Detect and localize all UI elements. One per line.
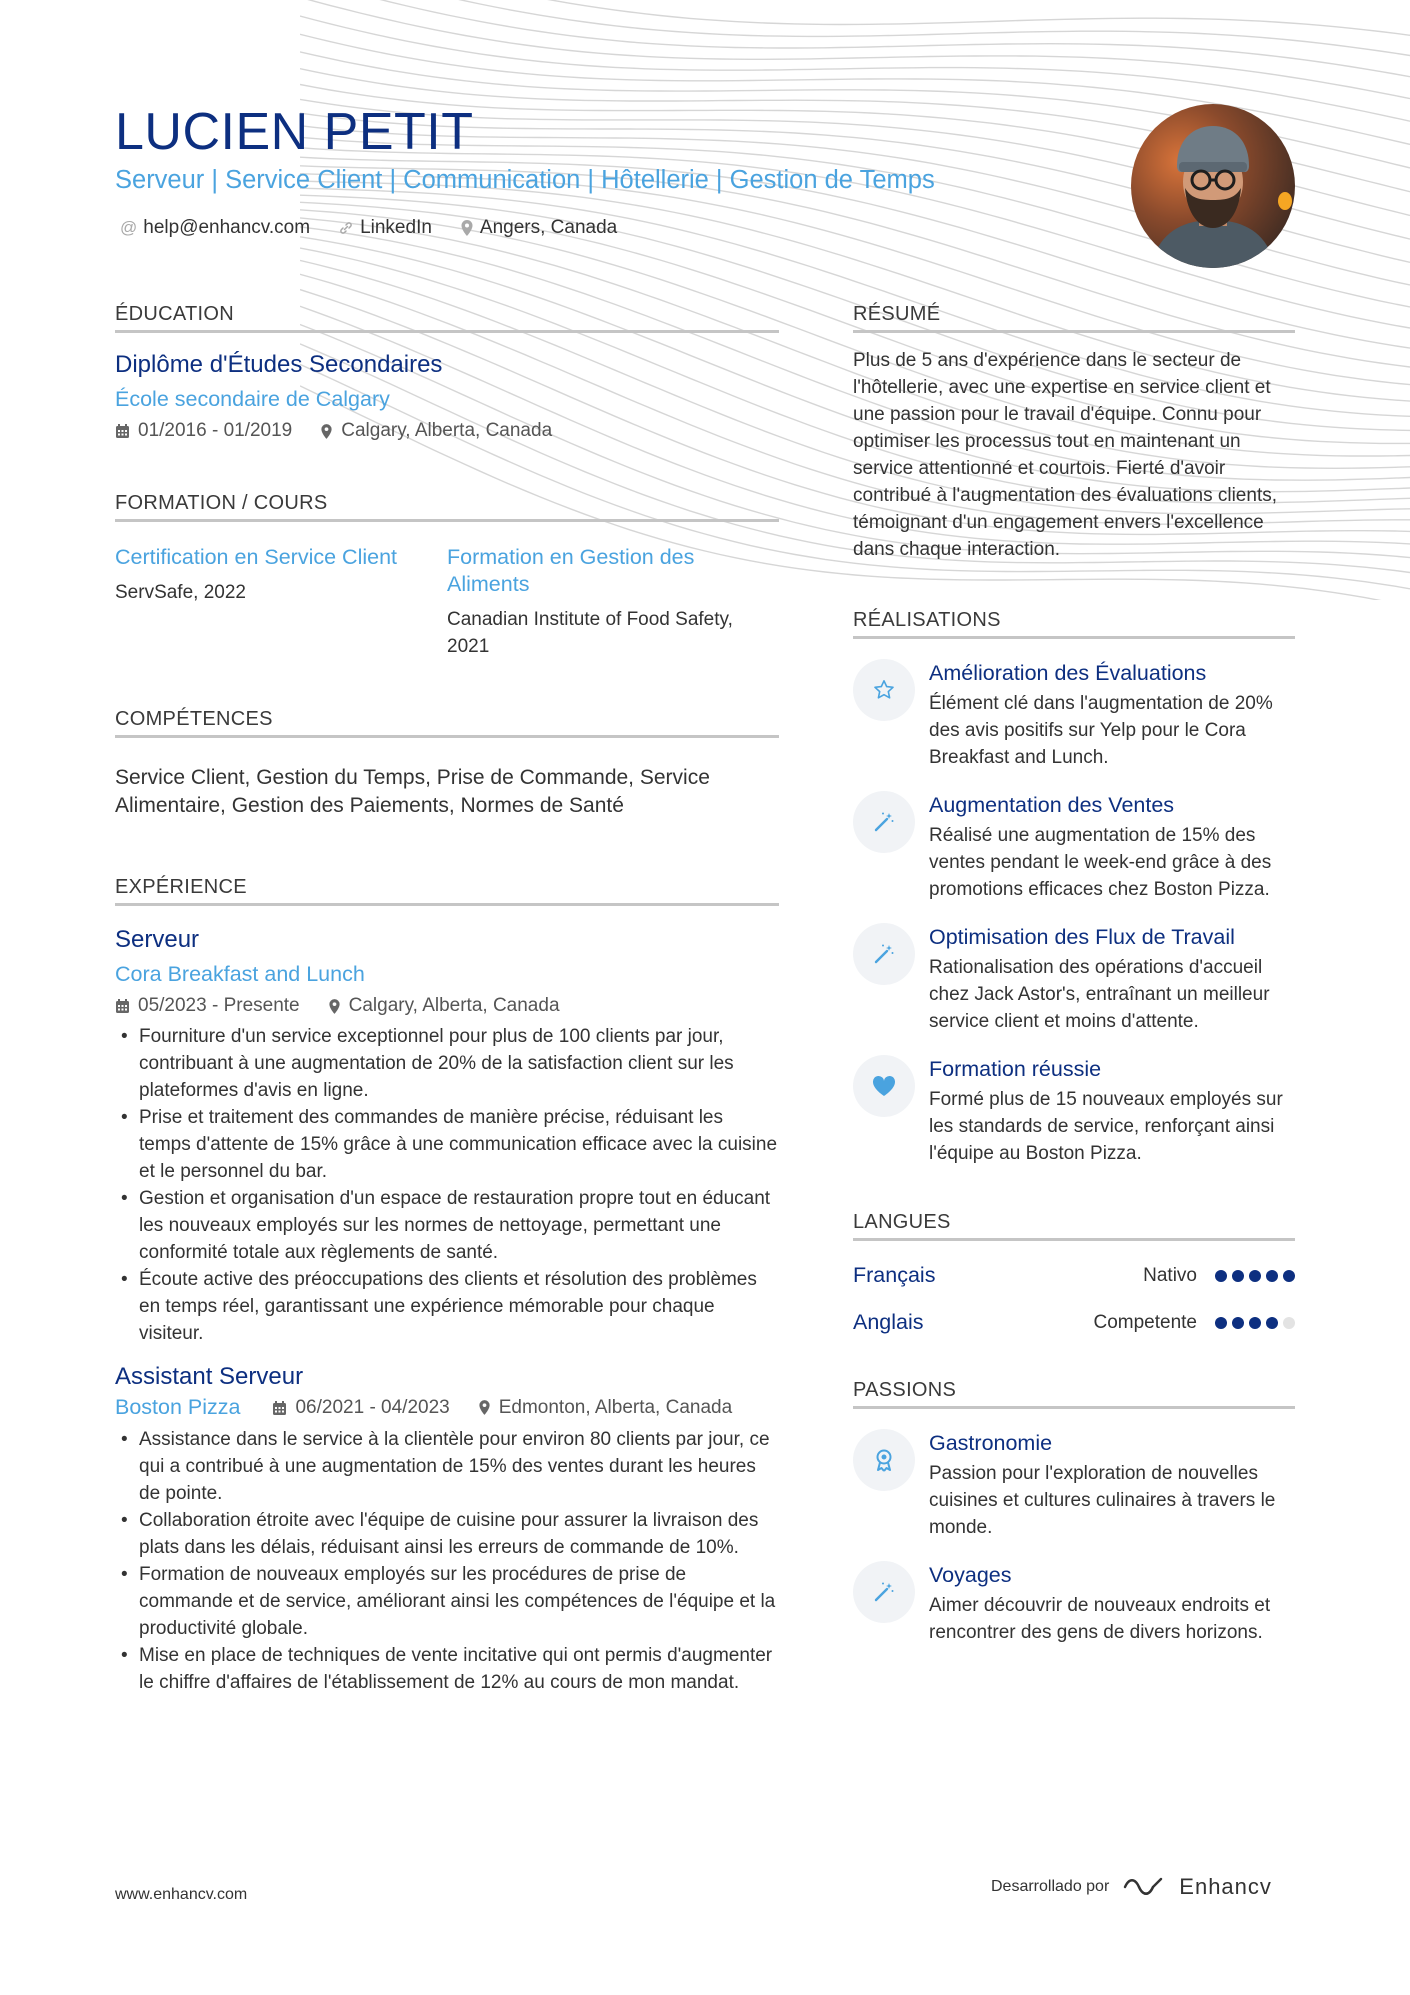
rating-dot [1266,1317,1278,1329]
magic-wand-icon [853,923,915,985]
language-item [853,1310,1295,1335]
calendar-icon [115,998,130,1014]
bullet-item: • Fourniture d'un service exceptionnel pour plus de 100 clients par jour, contribuant à une augmentation de 20% de la satisfaction client sur les plateformes d'avis en ligne. [115,1023,779,1104]
section-title-education: ÉDUCATION [115,303,779,333]
award-icon [853,1429,915,1491]
job-meta [115,995,779,1017]
linkedin-text: LinkedIn [360,217,432,238]
magic-wand-icon [853,1561,915,1623]
passion-item [853,1429,1295,1541]
candidate-name: LUCIEN PETIT [115,103,474,161]
star-icon [853,659,915,721]
job-dates: 06/2021 - 04/2023 [295,1396,450,1418]
education-meta [115,420,779,442]
passion-title: Gastronomie [929,1431,1053,1455]
rating-dot [1249,1270,1261,1282]
achievement-item [853,791,1295,903]
school-name: École secondaire de Calgary [115,387,390,411]
achievement-title: Optimisation des Flux de Travail [929,925,1235,949]
profile-photo [1131,104,1295,268]
passion-item [853,1561,1295,1646]
section-title-summary: RÉSUMÉ [853,303,1295,333]
course-item [115,544,447,660]
section-title-skills: COMPÉTENCES [115,708,779,738]
language-level: Nativo [1143,1264,1197,1286]
section-title-experience: EXPÉRIENCE [115,876,779,906]
magic-wand-icon [853,791,915,853]
footer-branding [991,1874,1272,1900]
rating-dot [1232,1317,1244,1329]
brand-name: Enhancv [1179,1874,1272,1899]
language-item [853,1263,1295,1288]
location-text: Angers, Canada [479,217,618,238]
education-dates: 01/2016 - 01/2019 [138,420,293,441]
passion-desc: Aimer découvrir de nouveaux endroits et rencontrer des gens de divers horizons. [929,1595,1271,1643]
rating-dot [1283,1270,1295,1282]
job-location: Edmonton, Alberta, Canada [498,1396,733,1418]
heart-icon [853,1055,915,1117]
rating-dot [1249,1317,1261,1329]
job-meta [272,1397,732,1419]
rating-dot [1283,1317,1295,1329]
rating-dot [1215,1317,1227,1329]
job-company-row [115,1395,779,1420]
right-column [853,303,1295,1646]
email-text: help@enhancv.com [143,217,311,238]
company-name: Cora Breakfast and Lunch [115,962,365,986]
rating-dot [1266,1270,1278,1282]
bullet-item: • Formation de nouveaux employés sur les procédures de prise de commande et de service, améliorant ainsi les compétences de l'équipe et la productivité globale. [115,1561,779,1642]
achievement-title: Formation réussie [929,1057,1102,1081]
achievements-section [853,609,1295,1167]
achievement-desc: Élément clé dans l'augmentation de 20% des avis positifs sur Yelp pour le Cora Breakfast and Lunch. [929,693,1273,768]
achievement-desc: Rationalisation des opérations d'accueil chez Jack Astor's, entraînant un meilleur service client et moins d'attente. [929,957,1270,1032]
company-name: Boston Pizza [115,1395,241,1419]
languages-section [853,1211,1295,1335]
bullet-item: • Gestion et organisation d'un espace de restauration propre tout en éducant les nouveaux employés sur les normes de nettoyage, permettant une conformité totale aux règlements de santé. [115,1185,779,1266]
bullet-item: • Assistance dans le service à la clientèle pour environ 80 clients par jour, ce qui a contribué à une augmentation de 15% des ventes durant les heures de pointe. [115,1426,779,1507]
section-title-languages: LANGUES [853,1211,1295,1241]
section-title-courses: FORMATION / COURS [115,492,779,522]
section-title-achievements: RÉALISATIONS [853,609,1295,639]
summary-text: Plus de 5 ans d'expérience dans le secteur de l'hôtellerie, avec une expertise en service client et une passion pour le travail d'équipe. Connu pour optimiser les processus tout en maintenant un service attentionné et courtois. Fierté d'avoir contribué à l'augmentation des évaluations clients, témoignant d'un engagement envers l'excellence dans chaque interaction. [853,350,1278,560]
language-level: Competente [1093,1311,1197,1333]
experience-section [115,876,779,1696]
course-org: Canadian Institute of Food Safety, 2021 [447,609,733,657]
powered-by-text: Desarrollado por [991,1878,1110,1895]
achievement-item [853,923,1295,1035]
contact-email[interactable] [120,217,310,239]
job-title: Assistant Serveur [115,1363,304,1390]
passions-section [853,1379,1295,1646]
photo-accent-dot [1278,192,1292,210]
course-item [447,544,779,660]
map-pin-icon [328,998,341,1015]
job-bullets [115,1426,779,1696]
passion-title: Voyages [929,1563,1012,1587]
passion-desc: Passion pour l'exploration de nouvelles cuisines et cultures culinaires à travers le monde. [929,1463,1276,1538]
job-bullets [115,1023,779,1347]
bullet-item: • Écoute active des préoccupations des clients et résolution des problèmes en temps réel, garantissant une expérience mémorable pour chaque visiteur. [115,1266,779,1347]
language-rating [1215,1270,1295,1282]
map-pin-icon [460,219,474,237]
achievement-desc: Formé plus de 15 nouveaux employés sur les standards de service, renforçant ainsi l'équipe au Boston Pizza. [929,1089,1283,1164]
bullet-item: • Prise et traitement des commandes de manière précise, réduisant les temps d'attente de 15% grâce à une communication efficace avec la cuisine et le personnel du bar. [115,1104,779,1185]
degree-title: Diplôme d'Études Secondaires [115,351,443,378]
skills-list: Service Client, Gestion du Temps, Prise de Commande, Service Alimentaire, Gestion des Paiements, Normes de Santé [115,766,710,817]
calendar-icon [272,1400,287,1416]
job-title: Serveur [115,926,200,953]
language-rating [1215,1317,1295,1329]
link-icon [338,220,354,236]
bullet-item: • Mise en place de techniques de vente incitative qui ont permis d'augmenter le chiffre d'affaires de l'établissement de 12% au cours de mon mandat. [115,1642,779,1696]
footer-website[interactable]: www.enhancv.com [115,1886,248,1903]
map-pin-icon [320,423,333,440]
contact-bar [120,217,617,239]
rating-dot [1215,1270,1227,1282]
skills-section [115,708,779,820]
headline: Serveur | Service Client | Communication | Hôtellerie | Gestion de Temps [115,166,935,194]
job-location: Calgary, Alberta, Canada [348,995,560,1016]
contact-location [460,217,617,239]
summary-section [853,303,1295,563]
course-title: Formation en Gestion des Aliments [447,545,695,596]
achievement-title: Amélioration des Évaluations [929,661,1207,685]
course-title: Certification en Service Client [115,545,398,569]
calendar-icon [115,423,130,439]
at-sign-icon: @ [120,218,138,237]
left-column [115,303,779,1696]
language-name: Anglais [853,1310,924,1334]
achievement-item [853,659,1295,771]
education-section [115,303,779,442]
language-name: Français [853,1263,936,1287]
achievement-title: Augmentation des Ventes [929,793,1175,817]
contact-linkedin[interactable] [338,217,432,239]
map-pin-icon [478,1399,491,1416]
job-entry [115,1363,779,1696]
rating-dot [1232,1270,1244,1282]
enhancv-logo-icon [1121,1874,1167,1900]
achievement-item [853,1055,1295,1167]
achievement-desc: Réalisé une augmentation de 15% des ventes pendant le week-end grâce à des promotions efficaces chez Boston Pizza. [929,825,1272,900]
course-org: ServSafe, 2022 [115,582,246,603]
bullet-item: • Collaboration étroite avec l'équipe de cuisine pour assurer la livraison des plats dans les délais, réduisant ainsi les erreurs de commande de 10%. [115,1507,779,1561]
education-location: Calgary, Alberta, Canada [341,420,553,441]
courses-section [115,492,779,660]
job-dates: 05/2023 - Presente [138,995,300,1016]
section-title-passions: PASSIONS [853,1379,1295,1409]
job-entry [115,926,779,1347]
